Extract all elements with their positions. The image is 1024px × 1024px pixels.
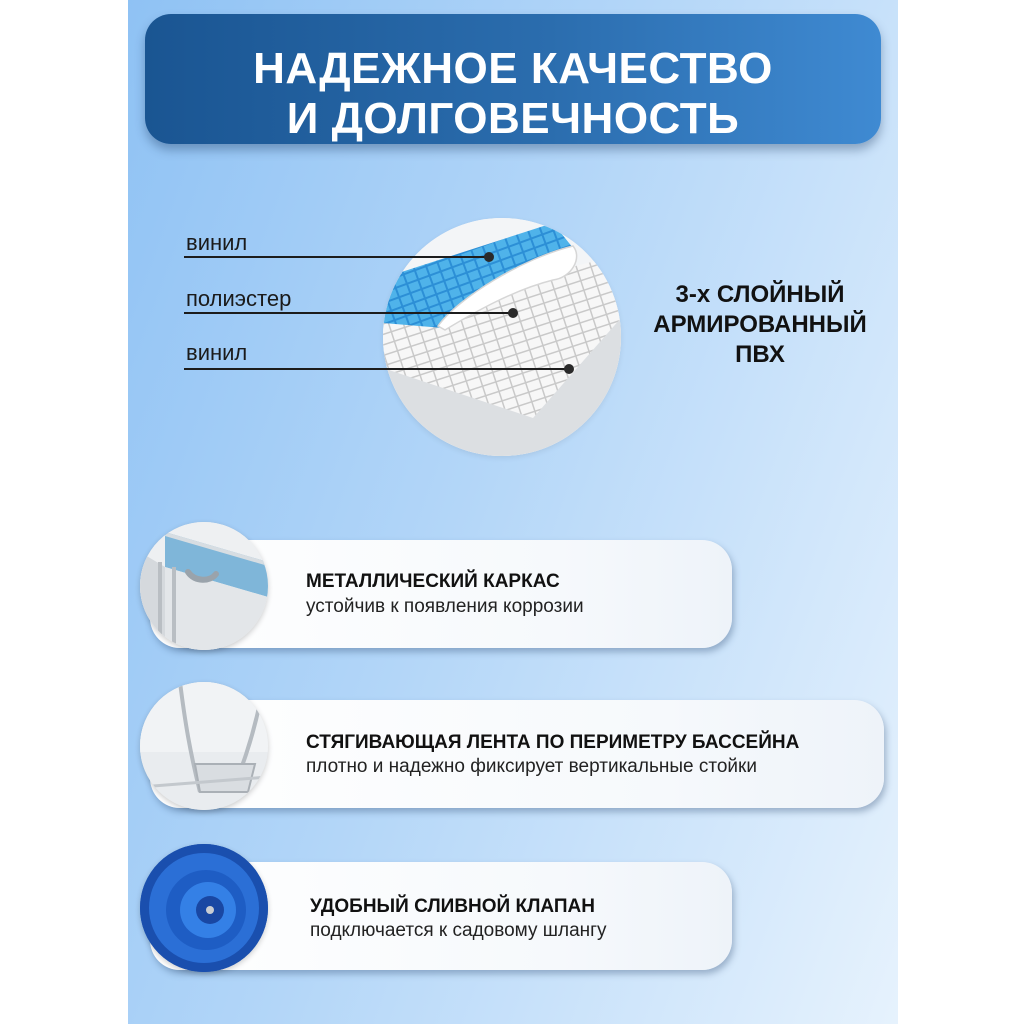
layer-pointer-dot	[564, 364, 574, 374]
layers-title-line-2: АРМИРОВАННЫЙ	[653, 311, 867, 338]
layers-title	[630, 280, 890, 370]
layer-pointer-line	[184, 368, 572, 370]
layer-label-vinyl-bottom: винил	[186, 340, 248, 365]
header-title-line-1: НАДЕЖНОЕ КАЧЕСТВО	[253, 44, 773, 93]
feature-title: УДОБНЫЙ СЛИВНОЙ КЛАПАН	[310, 896, 595, 917]
layers-title-line-1: 3-х СЛОЙНЫЙ	[675, 281, 845, 308]
header-banner	[145, 14, 881, 144]
feature-subtitle: устойчив к появления коррозии	[306, 596, 584, 617]
layer-pointer-line	[184, 312, 514, 314]
layer-pointer-dot	[508, 308, 518, 318]
pool-frame-corner-icon	[140, 522, 268, 650]
feature-subtitle: подключается к садовому шлангу	[310, 920, 607, 941]
pool-strap-icon	[140, 682, 268, 810]
pvc-layers-icon	[383, 218, 621, 456]
layer-label-vinyl-top: винил	[186, 230, 248, 255]
drain-valve-icon	[140, 844, 268, 972]
feature-subtitle: плотно и надежно фиксирует вертикальные стойки	[306, 756, 757, 777]
layer-label-polyester: полиэстер	[186, 286, 292, 311]
feature-title: МЕТАЛЛИЧЕСКИЙ КАРКАС	[306, 571, 560, 592]
layers-title-line-3: ПВХ	[735, 341, 785, 368]
layer-pointer-line	[184, 256, 490, 258]
feature-title: СТЯГИВАЮЩАЯ ЛЕНТА ПО ПЕРИМЕТРУ БАССЕЙНА	[306, 732, 800, 753]
layer-pointer-dot	[484, 252, 494, 262]
header-title-line-2: И ДОЛГОВЕЧНОСТЬ	[286, 94, 740, 143]
material-layers-illustration	[383, 218, 621, 456]
